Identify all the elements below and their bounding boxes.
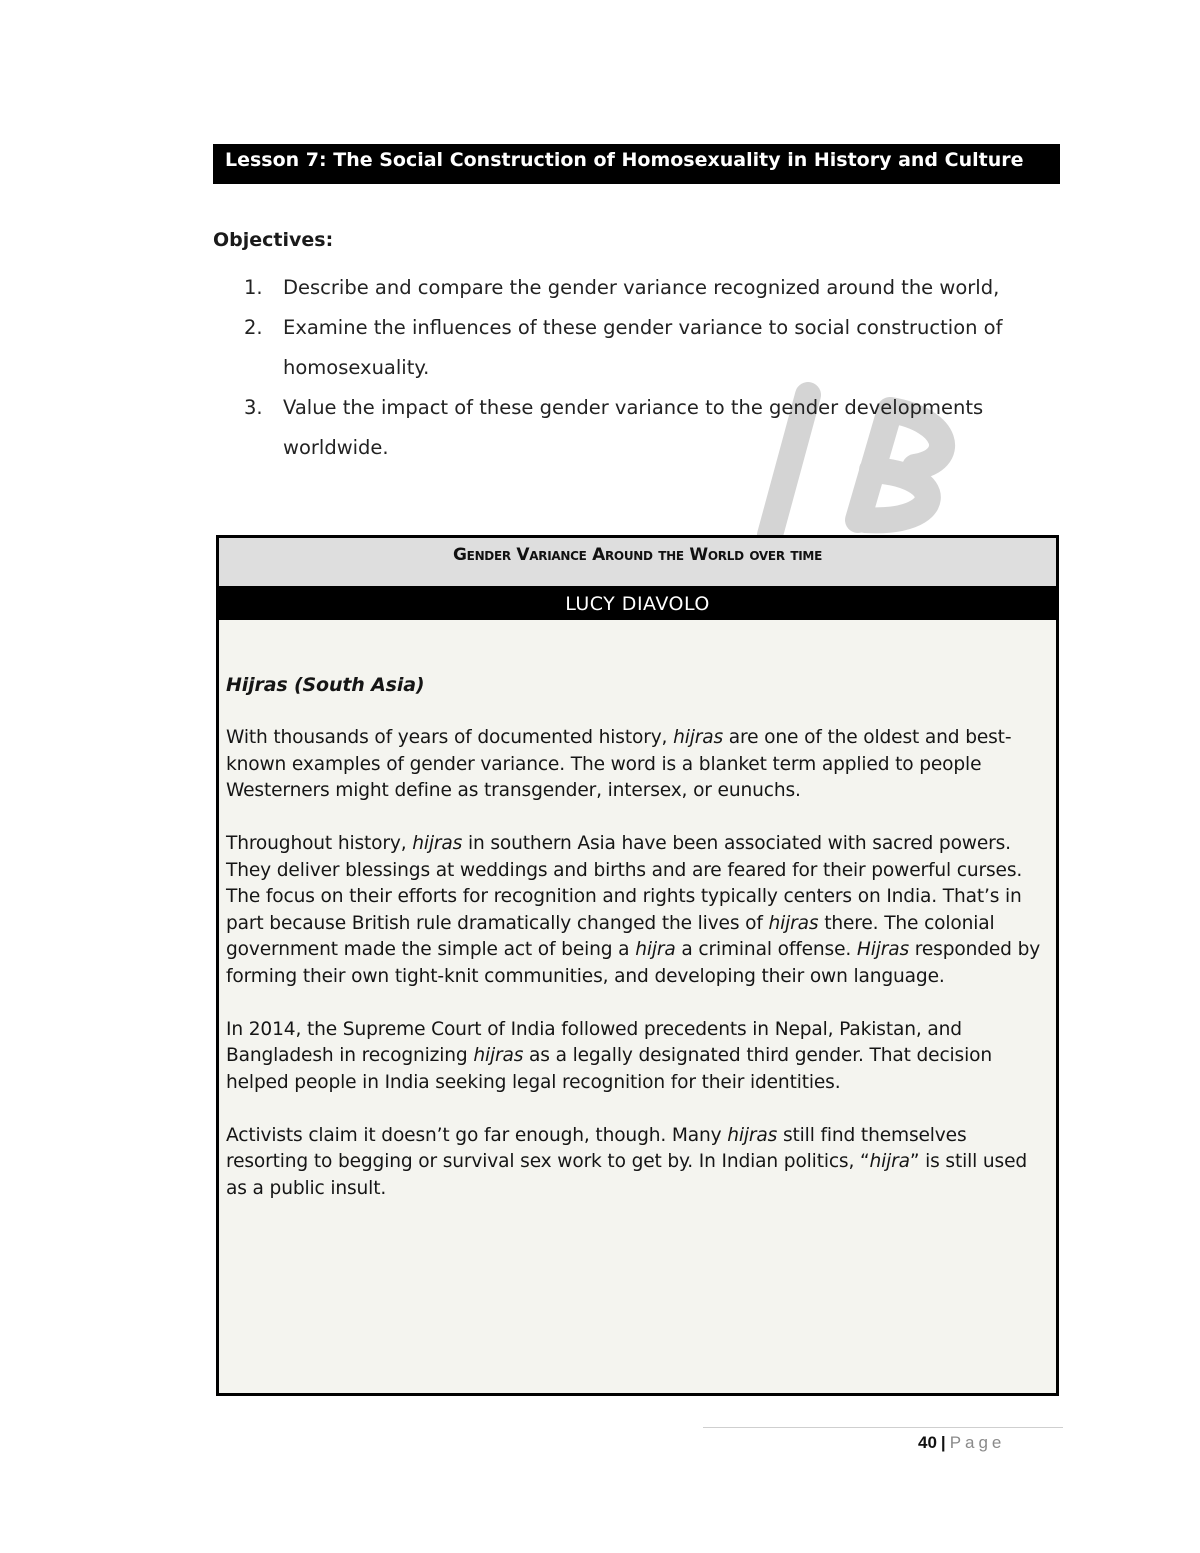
paragraph-4 bbox=[226, 1123, 1048, 1203]
text-run: there. The colonial government made the simple act of being a bbox=[226, 912, 995, 960]
text-run: responded by forming their own tight-knit communities, and developing their own language. bbox=[226, 939, 1041, 987]
section-title: Hijras (South Asia) bbox=[226, 674, 425, 696]
reading-box-header bbox=[219, 538, 1056, 588]
paragraph-3 bbox=[226, 1017, 1048, 1097]
objective-number: 1. bbox=[244, 276, 263, 299]
italic-term: hijra bbox=[869, 1151, 910, 1172]
reading-body bbox=[219, 620, 1056, 1202]
objectives-list bbox=[240, 268, 1060, 468]
lesson-title-banner bbox=[213, 144, 1060, 184]
objective-item bbox=[240, 388, 1060, 468]
objective-item bbox=[240, 268, 1060, 308]
reading-box-title: Gender Variance Around the World over time bbox=[453, 545, 822, 565]
objectives-heading: Objectives: bbox=[213, 229, 334, 251]
lesson-title: Lesson 7: The Social Construction of Homosexuality in History and Culture bbox=[225, 149, 1024, 171]
text-run: In 2014, the Supreme Court of India followed precedents in Nepal, Pakistan, and Bangladesh in recognizing bbox=[226, 1018, 962, 1066]
objective-item bbox=[240, 308, 1060, 388]
author-bar bbox=[219, 588, 1056, 620]
italic-term: Hijras bbox=[856, 939, 910, 960]
author-name: LUCY DIAVOLO bbox=[565, 593, 710, 615]
page-footer bbox=[918, 1433, 1005, 1453]
text-run: Throughout history, bbox=[226, 833, 413, 854]
paragraph-2 bbox=[226, 831, 1048, 990]
italic-term: hijra bbox=[635, 939, 676, 960]
footer-separator: | bbox=[940, 1433, 946, 1452]
objective-text: Value the impact of these gender variance to the gender developments worldwide. bbox=[283, 396, 984, 459]
objective-text: Describe and compare the gender variance recognized around the world, bbox=[283, 276, 1000, 299]
page-label: Page bbox=[949, 1433, 1006, 1452]
paragraph-1 bbox=[226, 725, 1048, 805]
text-run: in southern Asia have been associated with sacred powers. They deliver blessings at weddings and births and are feared for their powerful curses. The focus on their efforts for recognition and rights typically centers on India. That’s in part because British rule dramatically changed the lives of bbox=[226, 833, 1023, 934]
text-run: still find themselves resorting to begging or survival sex work to get by. In Indian politics, “ bbox=[226, 1124, 967, 1172]
text-run: ” is still used as a public insult. bbox=[226, 1151, 1028, 1199]
footer-divider bbox=[703, 1427, 1063, 1428]
objective-text: Examine the influences of these gender variance to social construction of homosexuality. bbox=[283, 316, 1003, 379]
italic-term: hijras bbox=[768, 912, 819, 934]
italic-term: hijras bbox=[673, 727, 724, 748]
objective-number: 2. bbox=[244, 316, 263, 339]
page-number: 40 bbox=[918, 1433, 937, 1452]
text-run: With thousands of years of documented history, bbox=[226, 727, 674, 748]
italic-term: hijras bbox=[727, 1124, 778, 1146]
text-run: Activists claim it doesn’t go far enough, though. Many bbox=[226, 1124, 728, 1146]
reading-box bbox=[216, 535, 1059, 1396]
objective-number: 3. bbox=[244, 396, 263, 419]
text-run: a criminal offense. bbox=[675, 939, 857, 960]
italic-term: hijras bbox=[412, 833, 463, 854]
italic-term: hijras bbox=[473, 1045, 524, 1066]
text-run: are one of the oldest and best-known examples of gender variance. The word is a blanket term applied to people Westerners might define as transgender, intersex, or eunuchs. bbox=[226, 727, 1012, 801]
text-run: as a legally designated third gender. That decision helped people in India seeking legal recognition for their identities. bbox=[226, 1045, 992, 1093]
